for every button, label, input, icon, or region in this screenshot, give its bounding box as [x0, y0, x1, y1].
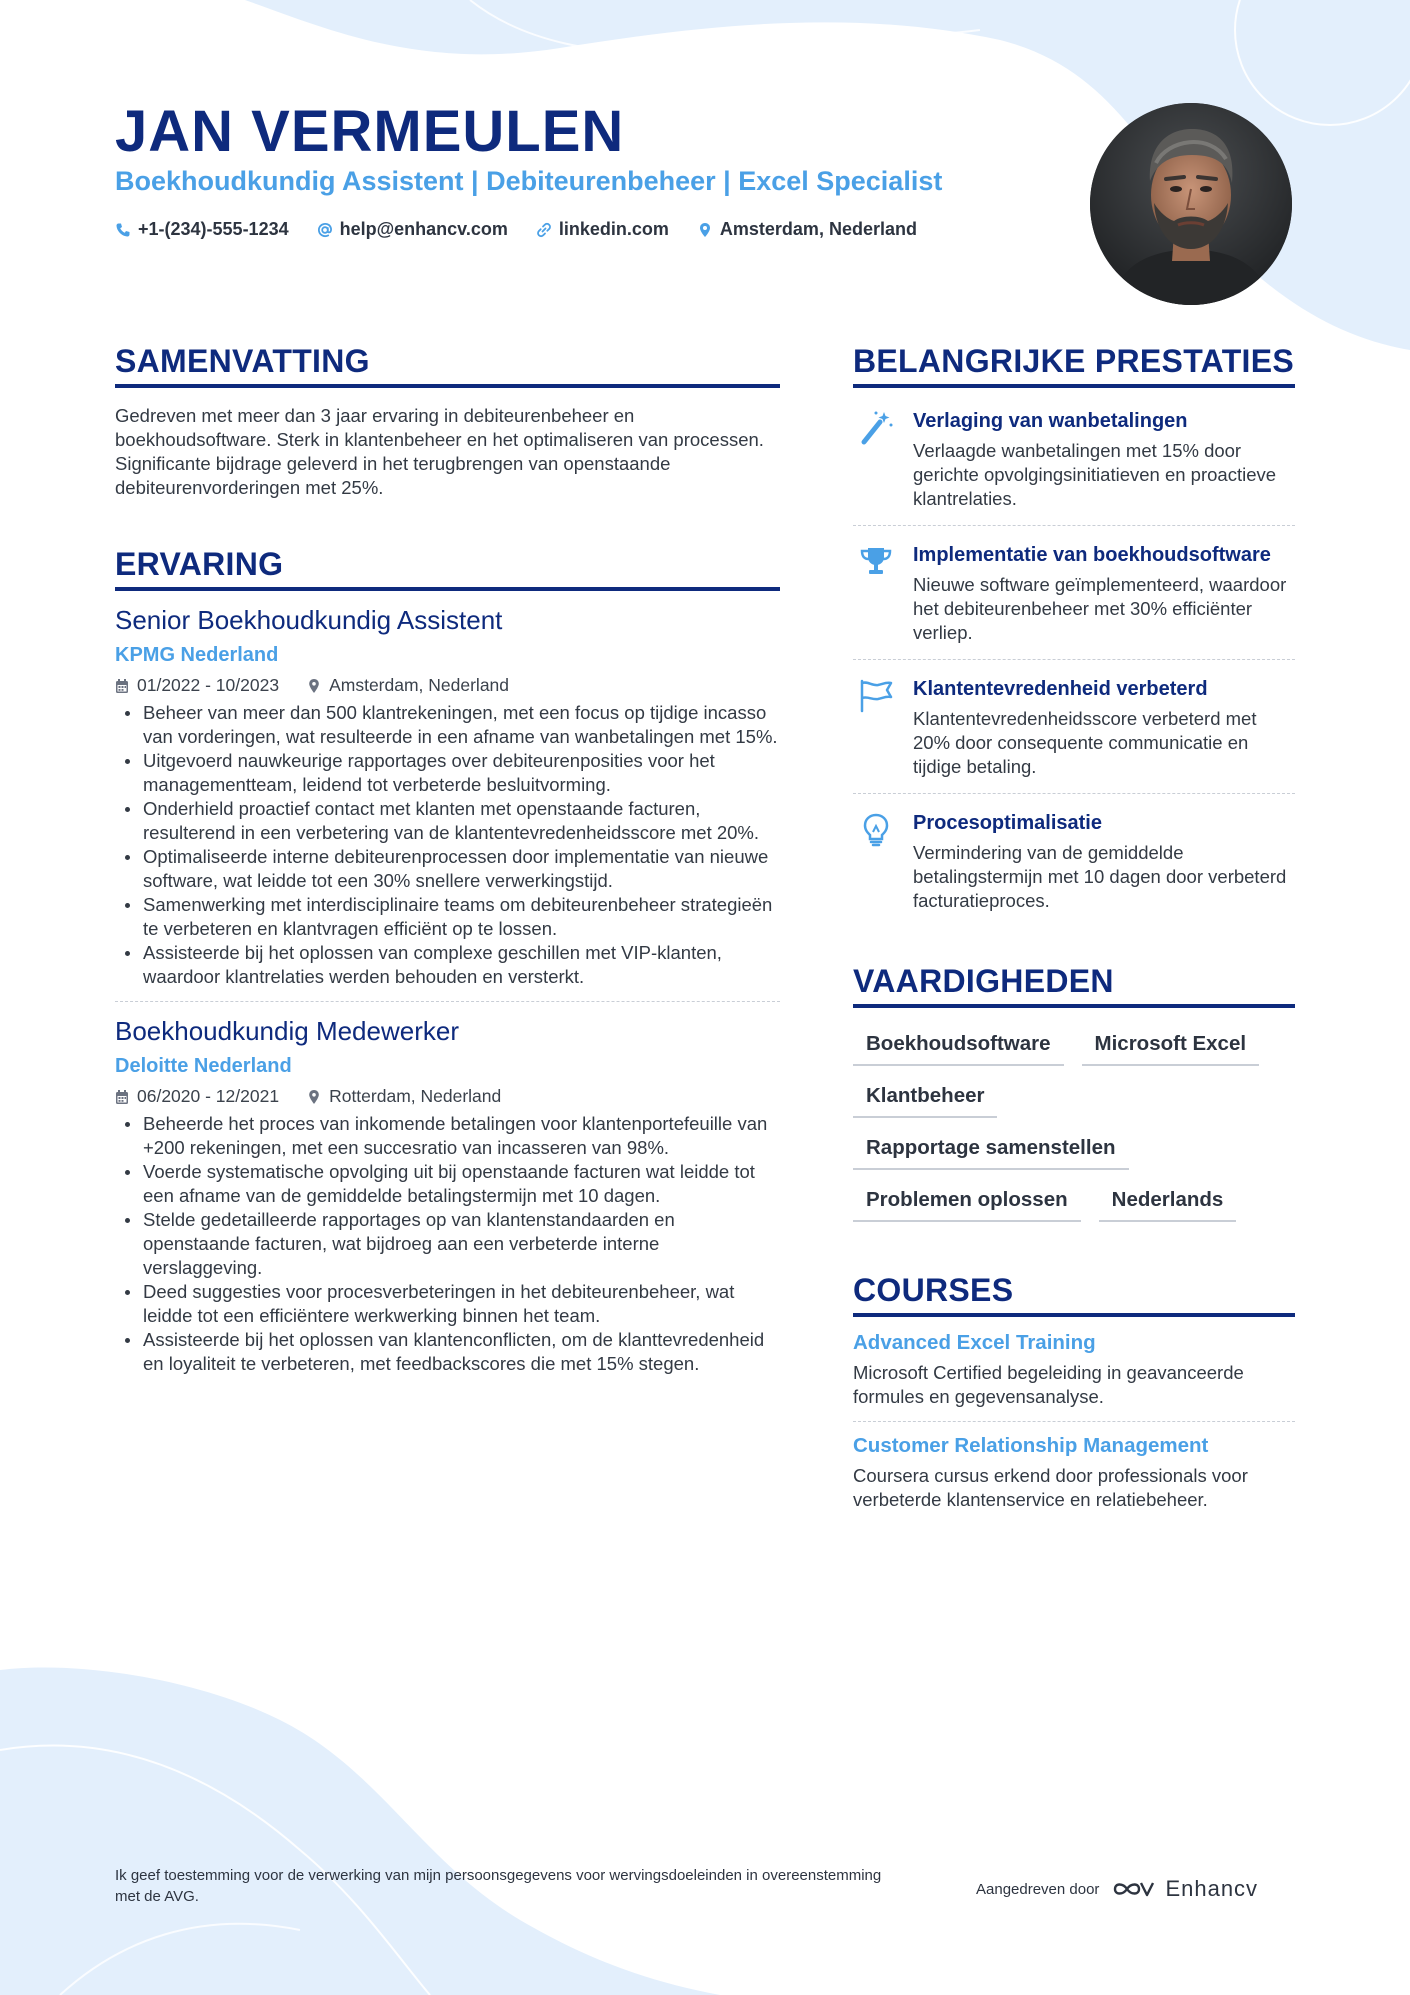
- achievement-item: [853, 804, 1295, 925]
- achievement-desc: Vermindering van de gemiddelde betalingstermijn met 10 dagen door verbeterd facturatieproces.: [913, 842, 1287, 911]
- contact-bar: [115, 219, 917, 240]
- location-pin-icon: [697, 222, 713, 238]
- job-meta: [115, 675, 780, 696]
- magic-wand-icon: [858, 410, 894, 446]
- job-dates: [115, 1086, 279, 1107]
- consent-note: Ik geef toestemming voor de verwerking van mijn persoonsgegevens voor wervingsdoeleinden in overeenstemming met de AVG.: [115, 1867, 882, 1905]
- lightbulb-icon: [858, 812, 894, 848]
- brand-logo: [1111, 1876, 1258, 1902]
- job-location: [307, 675, 509, 696]
- location-text: Amsterdam, Nederland: [719, 219, 917, 239]
- bullet-item: Assisteerde bij het oplossen van klantenconflicten, om de klanttevredenheid en loyaliteit te verbeteren, met feedbackscores die met 15% stegen.: [115, 1328, 780, 1376]
- brand-name: Enhancv: [1165, 1876, 1259, 1901]
- phone-text: +1-(234)-555-1234: [138, 219, 289, 239]
- job-bullets: [115, 701, 780, 989]
- email-text: help@enhancv.com: [339, 219, 508, 239]
- bullet-item: Uitgevoerd nauwkeurige rapportages over debiteurenposities voor het managementteam, leidend tot verbeterde besluitvorming.: [115, 749, 780, 797]
- achievement-title: Implementatie van boekhoudsoftware: [913, 544, 1271, 566]
- achievement-item: [853, 402, 1295, 523]
- achievement-desc: Nieuwe software geïmplementeerd, waardoor het debiteurenbeheer met 30% efficiënter verliep.: [913, 574, 1287, 643]
- job-location: [307, 1086, 501, 1107]
- contact-linkedin[interactable]: [536, 219, 669, 240]
- bullet-item: Stelde gedetailleerde rapportages op van klantenstandaarden en openstaande facturen, wat bijdroeg aan een verbeterde interne verslaggeving.: [115, 1208, 780, 1280]
- enhancv-logo-icon: [1111, 1877, 1157, 1901]
- section-title-skills: VAARDIGHEDEN: [853, 963, 1295, 1008]
- linkedin-text: linkedin.com: [558, 219, 669, 239]
- bullet-item: Assisteerde bij het oplossen van complexe geschillen met VIP-klanten, waardoor klantrelaties werden behouden en versterkt.: [115, 941, 780, 989]
- candidate-name: JAN VERMEULEN: [115, 99, 625, 164]
- job-title: Boekhoudkundig Medewerker: [115, 1016, 459, 1046]
- bullet-item: Beheerde het proces van inkomende betalingen voor klantenportefeuille van +200 rekeningen, met een succesratio van incasseren van 98%.: [115, 1112, 780, 1160]
- company-name: KPMG Nederland: [115, 644, 279, 666]
- skill-tag: Boekhoudsoftware: [853, 1028, 1064, 1066]
- skill-tag: Microsoft Excel: [1082, 1028, 1260, 1066]
- entry-divider: [115, 1001, 780, 1002]
- skill-tag: Rapportage samenstellen: [853, 1132, 1129, 1170]
- achievement-divider: [853, 793, 1295, 794]
- job-dates-text: 06/2020 - 12/2021: [137, 1086, 280, 1106]
- company-name: Deloitte Nederland: [115, 1055, 292, 1077]
- course-item: [853, 1434, 1295, 1512]
- calendar-icon: [115, 1089, 129, 1105]
- contact-location: [697, 219, 917, 240]
- bullet-item: Optimaliseerde interne debiteurenprocessen door implementatie van nieuwe software, wat leidde tot een 30% snellere verwerkingstijd.: [115, 845, 780, 893]
- flag-icon: [858, 678, 894, 714]
- job-location-text: Rotterdam, Nederland: [329, 1086, 502, 1106]
- summary-text: Gedreven met meer dan 3 jaar ervaring in debiteurenbeheer en boekhoudsoftware. Sterk in klantenbeheer en het optimaliseren van processen. Significante bijdrage geleverd in het terugbrengen van openstaande debiteurenvorderingen met 25%.: [115, 405, 764, 498]
- course-title: Customer Relationship Management: [853, 1434, 1209, 1457]
- achievement-desc: Verlaagde wanbetalingen met 15% door gerichte opvolgingsinitiatieven en proactieve klantrelaties.: [913, 440, 1277, 509]
- achievement-title: Procesoptimalisatie: [913, 812, 1102, 834]
- portrait-image: [1090, 103, 1292, 305]
- section-title-courses: COURSES: [853, 1272, 1295, 1317]
- achievement-desc: Klantentevredenheidsscore verbeterd met 20% door consequente communicatie en tijdige betaling.: [913, 708, 1257, 777]
- powered-by-label: Aangedreven door: [976, 1880, 1100, 1898]
- powered-by[interactable]: [976, 1876, 1258, 1902]
- candidate-subtitle: Boekhoudkundig Assistent | Debiteurenbeheer | Excel Specialist: [115, 166, 943, 196]
- contact-phone[interactable]: [115, 219, 289, 240]
- job-dates: [115, 675, 279, 696]
- section-title-experience: ERVARING: [115, 546, 780, 591]
- contact-email[interactable]: [317, 219, 508, 240]
- skill-tag: Problemen oplossen: [853, 1184, 1081, 1222]
- link-icon: [536, 222, 552, 238]
- job-bullets: [115, 1112, 780, 1376]
- location-pin-icon: [307, 678, 321, 694]
- achievement-title: Klantentevredenheid verbeterd: [913, 678, 1208, 700]
- job-meta: [115, 1086, 780, 1107]
- job-dates-text: 01/2022 - 10/2023: [137, 675, 280, 695]
- profile-photo: [1090, 103, 1292, 305]
- bullet-item: Beheer van meer dan 500 klantrekeningen, met een focus op tijdige incasso van vorderingen, wat resulteerde in een afname van wanbetalingen met 15%.: [115, 701, 780, 749]
- skill-tag: Klantbeheer: [853, 1080, 997, 1118]
- bullet-item: Voerde systematische opvolging uit bij openstaande facturen wat leidde tot een afname van de gemiddelde betalingstermijn met 10 dagen.: [115, 1160, 780, 1208]
- job-title: Senior Boekhoudkundig Assistent: [115, 605, 503, 635]
- skills-list: [853, 1022, 1295, 1222]
- left-column: [115, 343, 780, 1376]
- achievement-divider: [853, 659, 1295, 660]
- trophy-icon: [858, 544, 894, 580]
- course-desc: Coursera cursus erkend door professionals voor verbeterde klantenservice en relatiebeheer.: [853, 1465, 1248, 1510]
- phone-icon: [115, 222, 131, 238]
- course-divider: [853, 1421, 1295, 1422]
- achievement-item: [853, 670, 1295, 791]
- achievement-divider: [853, 525, 1295, 526]
- location-pin-icon: [307, 1089, 321, 1105]
- section-title-summary: SAMENVATTING: [115, 343, 780, 388]
- job-location-text: Amsterdam, Nederland: [329, 675, 510, 695]
- course-desc: Microsoft Certified begeleiding in geavanceerde formules en gegevensanalyse.: [853, 1362, 1244, 1407]
- course-item: [853, 1331, 1295, 1409]
- experience-entry: [115, 605, 780, 989]
- achievement-item: [853, 536, 1295, 657]
- experience-entry: [115, 1016, 780, 1376]
- calendar-icon: [115, 678, 129, 694]
- bullet-item: Deed suggesties voor procesverbeteringen in het debiteurenbeheer, wat leidde tot een efficiëntere werkwerking binnen het team.: [115, 1280, 780, 1328]
- right-column: [853, 343, 1295, 1512]
- bullet-item: Samenwerking met interdisciplinaire teams om debiteurenbeheer strategieën te verbeteren en klantvragen efficiënt op te lossen.: [115, 893, 780, 941]
- achievement-title: Verlaging van wanbetalingen: [913, 410, 1188, 432]
- course-title: Advanced Excel Training: [853, 1331, 1096, 1354]
- skill-tag: Nederlands: [1099, 1184, 1237, 1222]
- at-sign-icon: [317, 222, 333, 238]
- section-title-achievements: BELANGRIJKE PRESTATIES: [853, 343, 1295, 388]
- bullet-item: Onderhield proactief contact met klanten met openstaande facturen, resulterend in een verbetering van de klantentevredenheidsscore met 20%.: [115, 797, 780, 845]
